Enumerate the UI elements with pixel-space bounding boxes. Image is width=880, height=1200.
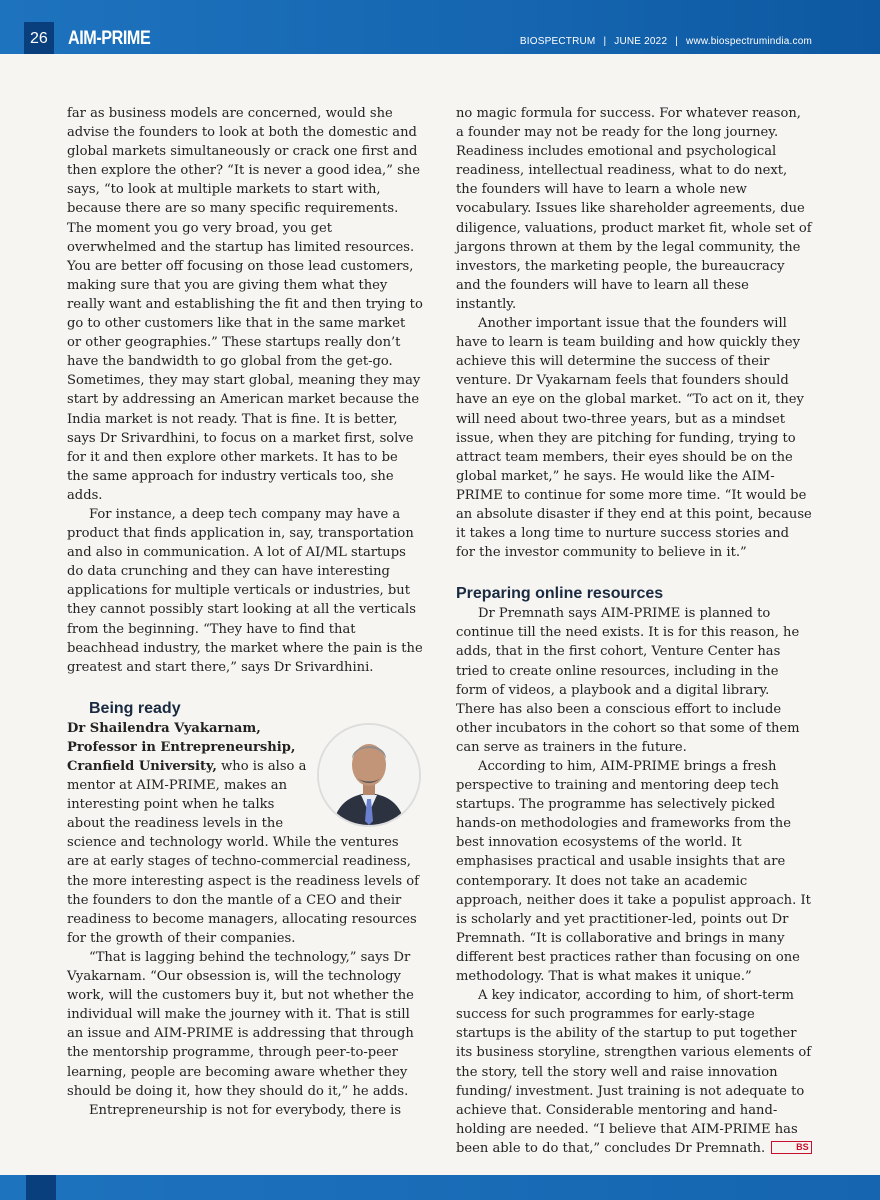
- subheading-online-resources: Preparing online resources: [456, 585, 664, 603]
- article-paragraph: [67, 719, 423, 948]
- article-paragraph: Another important issue that the founders will have to learn is team building and how quickly they achieve this will determine the success of their venture. Dr Vyakarnam feels that founders should have an eye on the global market. “To act on it, they will need about two-three years, but as a mindset issue, when they are pitching for funding, trying to attract team members, their eyes should be on the global market,” he says. He would like the AIM-PRIME to continue for some more time. “It would be an absolute disaster if they end at this point, because it takes a long time to nurture success stories and for the investor community to believe in it.”: [456, 316, 812, 561]
- article-paragraph: [456, 986, 812, 1158]
- article-paragraph: no magic formula for success. For whatever reason, a founder may not be ready for the long journey. Readiness includes emotional and psychological readiness, intellectual readiness, what to do next, the founders will have to learn a whole new vocabulary. Issues like shareholder agreements, due diligence, valuations, product market fit, whole set of jargons thrown at them by the legal community, the investors, the marketing people, the bureaucracy and the founders will have to learn all these instantly.: [456, 106, 812, 312]
- mentor-paragraph-text: who is also a mentor at AIM-PRIME, makes an interesting point when he talks about the readiness levels in the science and technology world. While the ventures are at early stages of techno-commercial readiness, the more interesting aspect is the readiness levels of the founders to don the mantle of a CEO and their readiness to become managers, allocating resources for the growth of their companies.: [67, 759, 419, 946]
- portrait-photo: [317, 723, 421, 827]
- publication-name: BIOSPECTRUM: [519, 36, 596, 47]
- closing-paragraph-text: A key indicator, according to him, of short-term success for such programmes for early-stage startups is the ability of the startup to put together its business storyline, strengthen various elements of the story, tell the story well and raise innovation funding/ investment. Just training is not adequate to achieve that. Considerable mentoring and hand-holding are needed. “I believe that AIM-PRIME has been able to do that,” concludes Dr Premnath.: [456, 988, 812, 1156]
- article-paragraph: For instance, a deep tech company may have a product that finds application in, say, transportation and also in communication. A lot of AI/ML startups do data crunching and they can have interesting applications for multiple verticals or industries, but they cannot possibly start looking at all the verticals from the beginning. “They have to find that beachhead industry, the market where the pain is the greatest and start there,” says Dr Srivardhini.: [67, 506, 423, 675]
- subheading-being-ready: Being ready: [89, 699, 181, 717]
- page-header: [0, 0, 880, 54]
- page-number: 26: [30, 30, 48, 47]
- issue-date: JUNE 2022: [614, 36, 668, 47]
- article-paragraph: Dr Premnath says AIM-PRIME is planned to continue till the need exists. It is for this reason, he adds, that in the first cohort, Venture Center has tried to create online resources, including in the form of videos, a playbook and a digital library. There has also been a conscious effort to include other incubators in the cohort so that some of them can serve as trainers in the future.: [456, 606, 800, 755]
- footer-block: [26, 1175, 56, 1200]
- article-paragraph: “That is lagging behind the technology,” says Dr Vyakarnam. “Our obsession is, will the technology work, will the customers buy it, but not whether the individual will make the journey with it. That is still an issue and AIM-PRIME is addressing that through the mentorship programme, through peer-to-peer learning, people are becoming aware whether they should be doing it, how they should do it,” he adds.: [67, 949, 414, 1099]
- portrait-illustration: [319, 725, 419, 825]
- mentor-name-title: Dr Shailendra Vyakarnam, Professor in Entrepreneurship, Cranfield University,: [67, 720, 296, 774]
- right-column: [456, 104, 812, 1158]
- masthead: [520, 36, 812, 47]
- left-column: [67, 104, 423, 1120]
- article-paragraph: According to him, AIM-PRIME brings a fresh perspective to training and mentoring deep tech startups. The programme has selectively picked hands-on methodologies and frameworks from the best innovation ecosystems of the world. It emphasises practical and usable insights that are contemporary. It does not take an academic approach, neither does it take a populist approach. It is scholarly and yet practitioner-led, points out Dr Premnath. “It is collaborative and brings in many different best practices rather than focusing on one methodology. That is what makes it unique.”: [456, 759, 811, 985]
- bs-end-mark: BS: [771, 1141, 812, 1154]
- section-title: AIM-PRIME: [68, 28, 151, 49]
- page-footer-bar: [0, 1175, 880, 1200]
- article-paragraph: Entrepreneurship is not for everybody, there is: [89, 1102, 402, 1118]
- website-url[interactable]: www.biospectrumindia.com: [686, 36, 812, 47]
- masthead-separator: |: [603, 36, 607, 47]
- article-paragraph: far as business models are concerned, would she advise the founders to look at both the domestic and global markets simultaneously or crack one first and then explore the other? “It is never a good idea,” she says, “to look at multiple markets to start with, because there are so many specific requirements. The moment you go very broad, you get overwhelmed and the startup has limited resources. You are better off focusing on those lead customers, making sure that you are giving them what they really want and establishing the fit and then trying to go to other customers like that in the same market or other geographies.” These startups really don’t have the bandwidth to go global from the get-go. Sometimes, they may start global, meaning they may start by addressing an American market because the India market is not ready. That is fine. It is better, says Dr Srivardhini, to focus on a market first, solve for it and then explore other markets. It has to be the same approach for industry verticals too, she adds.: [67, 106, 423, 503]
- masthead-separator: |: [675, 36, 679, 47]
